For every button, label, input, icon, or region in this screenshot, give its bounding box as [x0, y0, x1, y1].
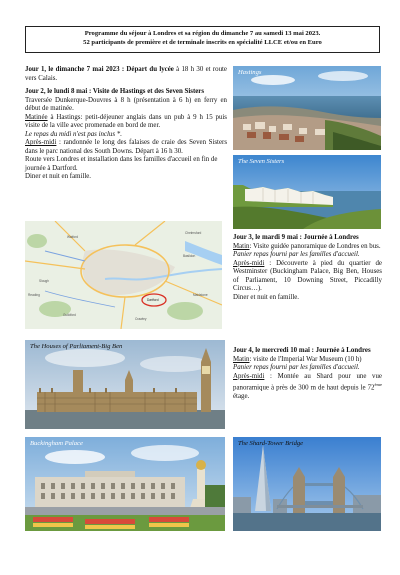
programme-header [25, 26, 380, 53]
shard-tower-bridge-image [233, 437, 381, 531]
day2-morning [25, 114, 227, 131]
map-label-basildon: Basildon [183, 254, 196, 258]
map-label-chelmsford: Chelmsford [185, 231, 202, 235]
seven-sisters-image [233, 155, 381, 229]
day3-morning-label: Matin [233, 242, 250, 250]
day1-title: Jour 1, le dimanche 7 mai 2023 : Départ du lycée [25, 66, 174, 73]
seven-sisters-photo [233, 155, 381, 229]
parliament-caption: The Houses of Parliament-Big Ben [30, 343, 123, 350]
day4-section [233, 347, 382, 401]
day4-morning-text: : visite de l'Imperial War Museum (10 h) [249, 355, 362, 363]
day4-afternoon-sup: ème [374, 382, 382, 387]
map-label-reading: Reading [28, 293, 40, 297]
day4-morning [233, 356, 382, 365]
shard-tower-bridge-photo [233, 437, 381, 531]
day4-afternoon [233, 373, 382, 402]
shard-caption: The Shard-Tower Bridge [238, 440, 304, 447]
day2-morning-text: à Hastings: petit-déjeuner anglais dans un pub à 9 h 15 puis visite de la ville avec promenade en bord de mer. [25, 113, 227, 129]
day4-afternoon-end: étage. [233, 392, 250, 400]
day3-title: Jour 3, le mardi 9 mai : Journée à Londres [233, 234, 359, 241]
seven-sisters-caption: The Seven Sisters [238, 158, 285, 165]
day2-route: Route vers Londres et installation dans les familles d'accueil en fin de journée à Dartford. [25, 156, 218, 172]
day3-afternoon [233, 260, 382, 294]
day3-morning-text: : Visite guidée panoramique de Londres en bus. [249, 242, 381, 250]
hastings-caption: Hastings [238, 69, 262, 76]
buckingham-caption: Buckingham Palace [30, 440, 83, 447]
day2-crossing: Traversée Dunkerque-Douvres à 8 h (présentation à 6 h) en ferry en début de matinée. [25, 96, 227, 112]
map-label-slough: Slough [39, 279, 49, 283]
day4-afternoon-label: Après-midi [233, 372, 265, 380]
day4-afternoon-text: : Montée au Shard pour une vue panoramique à près de 300 m de haut depuis le 72 [233, 372, 382, 392]
day2-afternoon-text: : randonnée le long des falaises de craie des Seven Sisters dans le parc national des South Downs. Départ à 16 h 30. [25, 139, 227, 155]
day4-title: Jour 4, le mercredi 10 mai : Journée à Londres [233, 347, 371, 354]
day3-lunch: Panier repas fourni par les familles d'accueil. [233, 251, 360, 258]
day3-section [233, 234, 382, 302]
hastings-photo [233, 66, 381, 150]
hastings-image [233, 66, 381, 150]
day2-lunch: Le repas du midi n'est pas inclus *. [25, 130, 122, 138]
day4-lunch: Panier repas fourni par les familles d'accueil. [233, 364, 360, 371]
day1-text: à 18 h 30 et route vers Calais. [25, 66, 227, 82]
parliament-image [25, 340, 225, 429]
map-label-guildford: Guildford [63, 313, 76, 317]
day3-dinner: Diner et nuit en famille. [233, 293, 300, 301]
route-map [25, 221, 222, 329]
map-label-watford: Watford [67, 235, 79, 239]
day4-morning-label: Matin [233, 355, 250, 363]
map-image [25, 221, 222, 329]
day2-dinner: Diner et nuit en famille. [25, 173, 92, 180]
day2-title: Jour 2, le lundi 8 mai : Visite de Hastings et des Seven Sisters [25, 88, 205, 95]
parliament-photo [25, 340, 225, 429]
day2-afternoon-label: Après-midi [25, 139, 57, 146]
map-label-maidstone: Maidstone [193, 293, 208, 297]
day1-paragraph [25, 66, 227, 83]
day3-morning [233, 243, 382, 252]
buckingham-photo [25, 437, 225, 531]
map-label-dartford: Dartford [147, 298, 159, 302]
day2-morning-label: Matinée [25, 113, 48, 121]
buckingham-image [25, 437, 225, 531]
header-line-1: Programme du séjour à Londres et sa région du dimanche 7 au samedi 13 mai 2023. [84, 30, 321, 37]
header-line-2: 52 participants de première et de terminale inscrits en spécialité LLCE et/ou en Euro [83, 38, 322, 46]
left-column-text [25, 66, 227, 182]
map-label-crawley: Crawley [135, 317, 147, 321]
day2-afternoon [25, 139, 227, 156]
day3-afternoon-label: Après-midi [233, 259, 265, 267]
day3-afternoon-text: : Découverte à pied du quartier de Westminster (Buckingham Palace, Big Ben, Houses of Parliament, 10 Downing Street, Piccadilly Circus…). [233, 259, 382, 292]
